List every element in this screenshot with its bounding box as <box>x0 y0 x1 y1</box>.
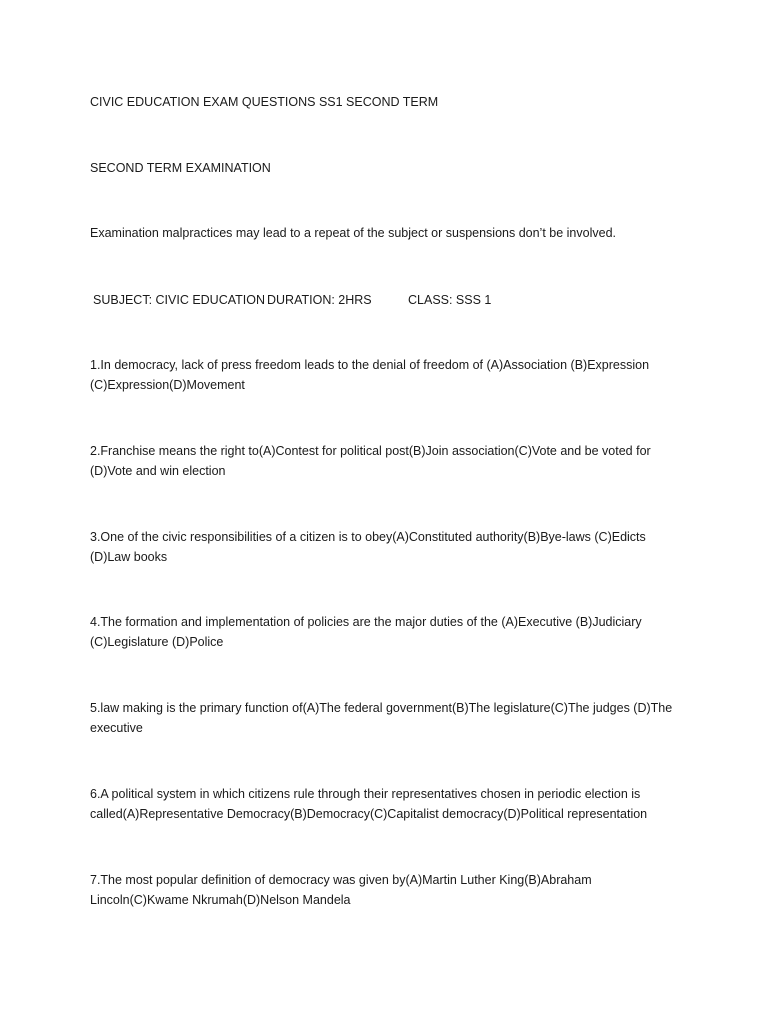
question-5: 5.law making is the primary function of(A)The federal government(B)The legislature(C)The judges (D)The executive <box>90 701 673 735</box>
document-subtitle: SECOND TERM EXAMINATION <box>90 161 271 175</box>
exam-duration: DURATION: 2HRS <box>267 293 372 307</box>
question-6: 6.A political system in which citizens rule through their representatives chosen in periodic election is called(A)Representative Democracy(B)Democracy(C)Capitalist democracy(D)Political representation <box>90 787 648 821</box>
question-1: 1.In democracy, lack of press freedom leads to the denial of freedom of (A)Association (B)Expression (C)Expression(D)Movement <box>90 358 650 392</box>
document-title: CIVIC EDUCATION EXAM QUESTIONS SS1 SECOND TERM <box>90 95 439 109</box>
exam-meta-row <box>93 290 491 310</box>
question-2: 2.Franchise means the right to(A)Contest for political post(B)Join association(C)Vote and be voted for (D)Vote and win election <box>90 444 651 478</box>
question-7: 7.The most popular definition of democracy was given by(A)Martin Luther King(B)Abraham Lincoln(C)Kwame Nkrumah(D)Nelson Mandela <box>90 873 592 907</box>
exam-subject: SUBJECT: CIVIC EDUCATION <box>93 293 266 307</box>
malpractice-warning: Examination malpractices may lead to a repeat of the subject or suspensions don’t be involved. <box>90 226 616 240</box>
question-4: 4.The formation and implementation of policies are the major duties of the (A)Executive (B)Judiciary (C)Legislature (D)Police <box>90 615 642 649</box>
exam-class: CLASS: SSS 1 <box>408 293 492 307</box>
question-3: 3.One of the civic responsibilities of a citizen is to obey(A)Constituted authority(B)Bye-laws (C)Edicts (D)Law books <box>90 530 646 564</box>
